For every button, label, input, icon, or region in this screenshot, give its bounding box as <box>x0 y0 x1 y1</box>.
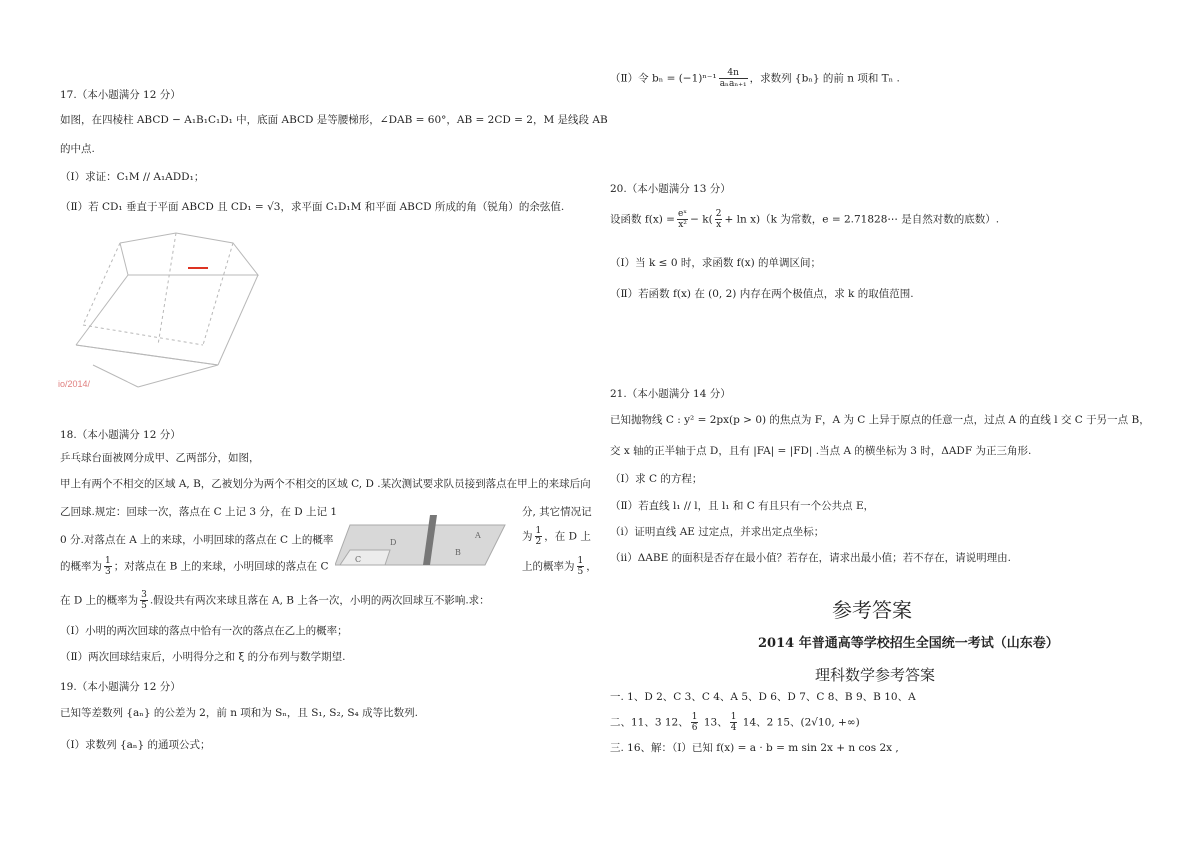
answers-part1: 一. 1、D 2、C 3、C 4、A 5、D 6、D 7、C 8、B 9、B 10、A <box>610 691 916 703</box>
q18-line1: 乒乓球台面被网分成甲、乙两部分，如图， <box>60 452 260 464</box>
q17-line1: 如图，在四棱柱 ABCD − A₁B₁C₁D₁ 中，底面 ABCD 是等腰梯形，∠DAB = 60°，AB = 2CD = 2，M 是线段 AB <box>60 114 608 126</box>
q18-line3a: 乙回球.规定：回球一次，落点在 C 上记 3 分，在 D 上记 1 <box>60 506 338 518</box>
answers-exam-title: 2014 年普通高等学校招生全国统一考试（山东卷） <box>758 636 1059 651</box>
q20-part1: （Ⅰ）当 k ≤ 0 时，求函数 f(x) 的单调区间； <box>610 257 822 269</box>
q18-line5a: 的概率为 $\frac{1}{3}$ ；对落点在 B 上的来球，小明回球的落点在 C <box>60 556 329 577</box>
region-a-label: A <box>475 531 481 540</box>
q19-title: 19.（本小题满分 12 分） <box>60 681 181 693</box>
q21-part2ii: （ⅱ）ΔABE 的面积是否存在最小值？若存在，请求出最小值；若不存在，请说明理由. <box>610 552 1011 564</box>
q21-title: 21.（本小题满分 14 分） <box>610 388 731 400</box>
table-tennis-figure <box>335 515 515 570</box>
q19-part1: （Ⅰ）求数列 {aₙ} 的通项公式； <box>60 739 211 751</box>
q21-part1: （Ⅰ）求 C 的方程； <box>610 473 703 485</box>
q18-line4b: 为 $\frac{1}{2}$ ，在 D 上 <box>522 526 591 547</box>
q19-line1: 已知等差数列 {aₙ} 的公差为 2，前 n 项和为 Sₙ，且 S₁, S₂, S₄ 成等比数列. <box>60 707 418 719</box>
q21-part2i: （ⅰ）证明直线 AE 过定点，并求出定点坐标； <box>610 526 825 538</box>
q19-part2: （Ⅱ）令 bₙ = (−1)ⁿ⁻¹ $\frac{4n}{\text{aₙaₙ₊₁}}$ ，求数列 {bₙ} 的前 n 项和 Tₙ . <box>610 68 900 89</box>
q17-part1: （Ⅰ）求证：C₁M // A₁ADD₁； <box>60 171 205 183</box>
q18-line3b: 分, 其它情况记 <box>522 506 592 518</box>
q17-part2: （Ⅱ）若 CD₁ 垂直于平面 ABCD 且 CD₁ = √3，求平面 C₁D₁M 和平面 ABCD 所成的角（锐角）的余弦值. <box>60 201 565 213</box>
q18-line4a: 0 分.对落点在 A 上的来球，小明回球的落点在 C 上的概率 <box>60 534 334 546</box>
q18-line2: 甲上有两个不相交的区域 A, B，乙被划分为两个不相交的区域 C, D .某次测试要求队员接到落点在甲上的来球后向 <box>60 478 591 490</box>
q20-title: 20.（本小题满分 13 分） <box>610 183 731 195</box>
answers-part2: 二、11、3 12、 $\frac{1}{6}$ 13、 $\frac{1}{4}$ 14、2 15、(2√10, +∞) <box>610 712 860 733</box>
q18-title: 18.（本小题满分 12 分） <box>60 429 181 441</box>
q17-title: 17.（本小题满分 12 分） <box>60 89 181 101</box>
q20-line1: 设函数 f(x) = $\frac{\text{eˣ}}{\text{x²}}$ − k( $\frac{2}{x}$ + ln x)（k 为常数，e = 2.71828⋯ 是自然对数的底数）. <box>610 209 1000 230</box>
answers-subject: 理科数学参考答案 <box>815 666 936 684</box>
q18-part2: （Ⅱ）两次回球结束后，小明得分之和 ξ 的分布列与数学期望. <box>60 651 346 663</box>
q20-part2: （Ⅱ）若函数 f(x) 在 (0, 2) 内存在两个极值点，求 k 的取值范围. <box>610 288 914 300</box>
q17-line2: 的中点. <box>60 143 95 155</box>
region-d-label: D <box>390 538 397 547</box>
answers-heading: 参考答案 <box>832 598 912 622</box>
q21-part2: （Ⅱ）若直线 l₁ // l，且 l₁ 和 C 有且只有一个公共点 E， <box>610 500 875 512</box>
q21-line1: 已知抛物线 C : y² = 2px(p > 0) 的焦点为 F，A 为 C 上异于原点的任意一点，过点 A 的直线 l 交 C 于另一点 B， <box>610 414 1150 426</box>
prism-figure <box>58 225 278 395</box>
q21-line2: 交 x 轴的正半轴于点 D，且有 |FA| = |FD| .当点 A 的横坐标为 3 时，ΔADF 为正三角形. <box>610 445 1032 457</box>
region-c-label: C <box>355 555 362 564</box>
figure-watermark: io/2014/ <box>58 379 91 389</box>
q18-line5b: 上的概率为 $\frac{1}{5}$ ， <box>522 556 597 577</box>
region-b-label: B <box>455 548 461 557</box>
q18-part1: （Ⅰ）小明的两次回球的落点中恰有一次的落点在乙上的概率； <box>60 625 348 637</box>
answers-part3: 三. 16、解：（Ⅰ）已知 f(x) = a · b = m sin 2x + n cos 2x , <box>610 742 899 754</box>
q18-line6: 在 D 上的概率为 $\frac{3}{5}$ .假设共有两次来球且落在 A, B 上各一次，小明的两次回球互不影响.求： <box>60 590 490 611</box>
